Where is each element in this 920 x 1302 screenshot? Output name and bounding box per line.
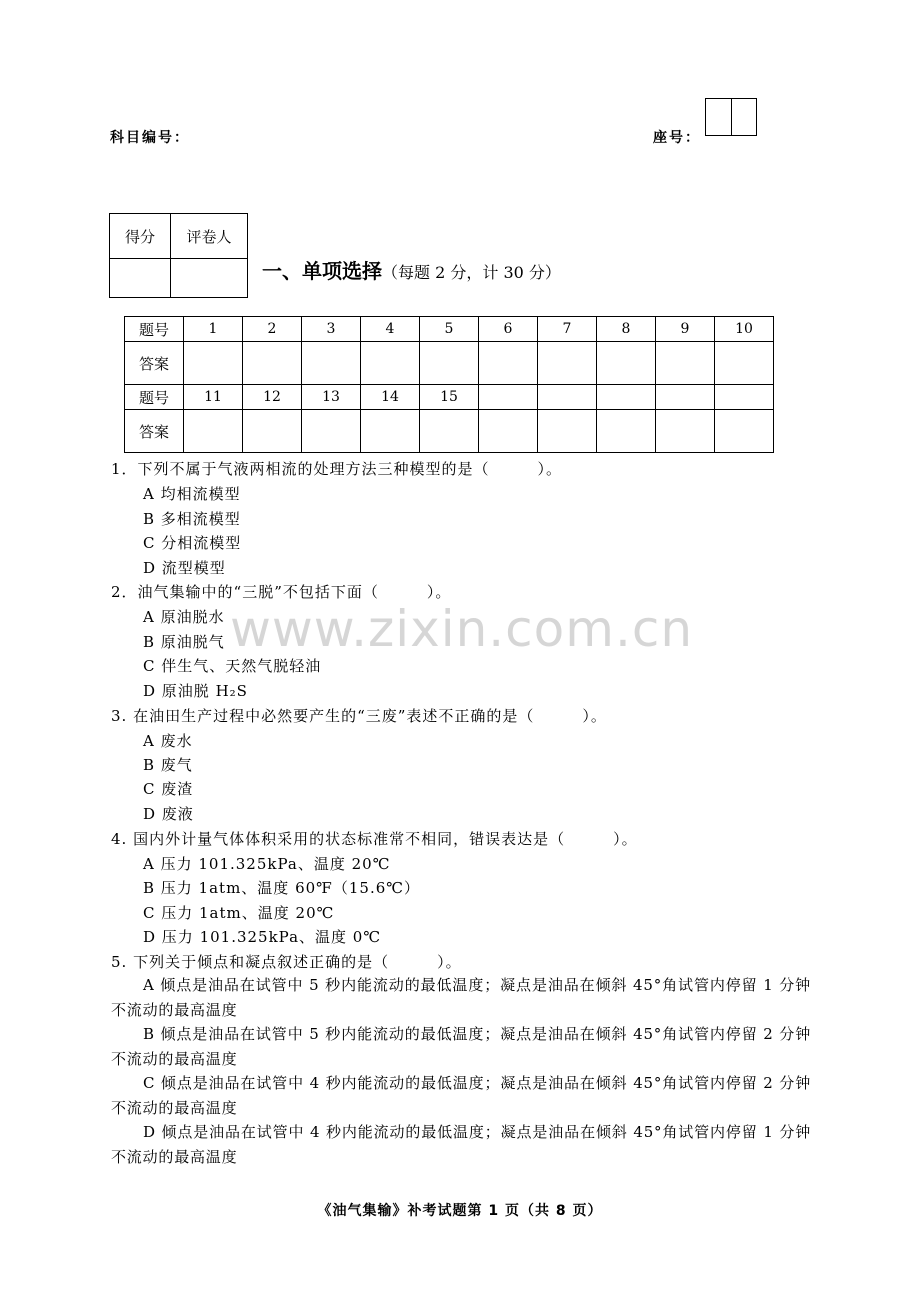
question-3-option-b: B 废气 [143, 756, 193, 774]
answer-label: 答案 [125, 410, 184, 453]
question-5-option-a: A 倾点是油品在试管中 5 秒内能流动的最低温度；凝点是油品在倾斜 45°角试管内停留 1 分钟不流动的最高温度 [111, 976, 811, 1019]
grader-label: 评卷人 [171, 214, 248, 259]
page-footer: 《油气集输》补考试题第 1 页（共 8 页） [317, 1203, 603, 1219]
answer-cell[interactable] [715, 410, 774, 453]
seat-number-box [705, 98, 757, 136]
number-cell: 5 [420, 317, 479, 342]
answer-cell[interactable] [243, 410, 302, 453]
answer-cell[interactable] [420, 410, 479, 453]
number-cell: 1 [184, 317, 243, 342]
question-4-option-b: B 压力 1atm、温度 60℉（15.6℃） [143, 879, 421, 897]
table-row [125, 385, 774, 410]
number-cell: 6 [479, 317, 538, 342]
section-title [262, 255, 561, 284]
number-cell: 11 [184, 385, 243, 410]
question-1: 1．下列不属于气液两相流的处理方法三种模型的是（ ）。 [111, 460, 563, 478]
question-2-option-a: A 原油脱水 [143, 608, 225, 626]
question-5-option-d: D 倾点是油品在试管中 4 秒内能流动的最低温度；凝点是油品在倾斜 45°角试管内停留 1 分钟不流动的最高温度 [111, 1123, 811, 1166]
answer-cell[interactable] [243, 342, 302, 385]
answer-cell[interactable] [538, 342, 597, 385]
answer-table [124, 316, 774, 453]
question-5-option-b: B 倾点是油品在试管中 5 秒内能流动的最低温度；凝点是油品在倾斜 45°角试管内停留 2 分钟不流动的最高温度 [111, 1025, 811, 1068]
question-4-option-c: C 压力 1atm、温度 20℃ [143, 904, 335, 922]
table-row [125, 410, 774, 453]
number-cell: 15 [420, 385, 479, 410]
question-2-option-b: B 原油脱气 [143, 633, 225, 651]
section-note: （每题 2 分，计 30 分） [382, 263, 561, 282]
question-4-option-d: D 压力 101.325kPa、温度 0℃ [143, 928, 382, 946]
number-cell: 7 [538, 317, 597, 342]
grader-cell [171, 259, 248, 298]
number-label: 题号 [125, 317, 184, 342]
question-1-option-d: D 流型模型 [143, 559, 226, 577]
question-2-option-d: D 原油脱 H₂S [143, 682, 248, 700]
score-box [109, 213, 248, 298]
number-cell: 12 [243, 385, 302, 410]
question-1-option-c: C 分相流模型 [143, 534, 242, 552]
answer-cell[interactable] [656, 342, 715, 385]
question-3-option-a: A 废水 [143, 732, 193, 750]
number-cell [597, 385, 656, 410]
answer-cell[interactable] [420, 342, 479, 385]
answer-cell[interactable] [361, 410, 420, 453]
table-row [125, 317, 774, 342]
answer-cell[interactable] [302, 342, 361, 385]
answer-cell[interactable] [538, 410, 597, 453]
number-cell [715, 385, 774, 410]
number-label: 题号 [125, 385, 184, 410]
number-cell [479, 385, 538, 410]
answer-label: 答案 [125, 342, 184, 385]
number-cell [538, 385, 597, 410]
question-3-option-d: D 废液 [143, 805, 194, 823]
score-cell [110, 259, 171, 298]
seat-label: 座号： [653, 130, 701, 146]
question-1-option-a: A 均相流模型 [143, 485, 241, 503]
answer-cell[interactable] [479, 342, 538, 385]
score-label: 得分 [110, 214, 171, 259]
number-cell: 14 [361, 385, 420, 410]
number-cell: 9 [656, 317, 715, 342]
number-cell: 3 [302, 317, 361, 342]
answer-cell[interactable] [597, 410, 656, 453]
question-5: 5. 下列关于倾点和凝点叙述正确的是（ ）。 [111, 953, 462, 971]
answer-cell[interactable] [302, 410, 361, 453]
question-2-option-c: C 伴生气、天然气脱轻油 [143, 657, 322, 675]
question-1-option-b: B 多相流模型 [143, 510, 241, 528]
question-5-option-c: C 倾点是油品在试管中 4 秒内能流动的最低温度；凝点是油品在倾斜 45°角试管内停留 2 分钟不流动的最高温度 [111, 1074, 811, 1117]
subject-code-label: 科目编号： [110, 130, 190, 146]
table-row [125, 342, 774, 385]
answer-cell[interactable] [184, 342, 243, 385]
question-2: 2．油气集输中的“三脱”不包括下面（ ）。 [111, 583, 452, 601]
watermark: www.zixin.com.cn [230, 600, 694, 658]
answer-cell[interactable] [184, 410, 243, 453]
answer-cell[interactable] [361, 342, 420, 385]
answer-cell[interactable] [597, 342, 656, 385]
section-title-text: 一、单项选择 [262, 259, 382, 283]
answer-cell[interactable] [715, 342, 774, 385]
answer-cell[interactable] [479, 410, 538, 453]
question-4-option-a: A 压力 101.325kPa、温度 20℃ [143, 855, 391, 873]
question-3: 3. 在油田生产过程中必然要产生的“三废”表述不正确的是（ ）。 [111, 707, 607, 725]
question-3-option-c: C 废渣 [143, 780, 194, 798]
number-cell: 8 [597, 317, 656, 342]
number-cell [656, 385, 715, 410]
number-cell: 2 [243, 317, 302, 342]
answer-cell[interactable] [656, 410, 715, 453]
number-cell: 10 [715, 317, 774, 342]
number-cell: 13 [302, 385, 361, 410]
number-cell: 4 [361, 317, 420, 342]
question-4: 4. 国内外计量气体体积采用的状态标准常不相同，错误表达是（ ）。 [111, 830, 638, 848]
